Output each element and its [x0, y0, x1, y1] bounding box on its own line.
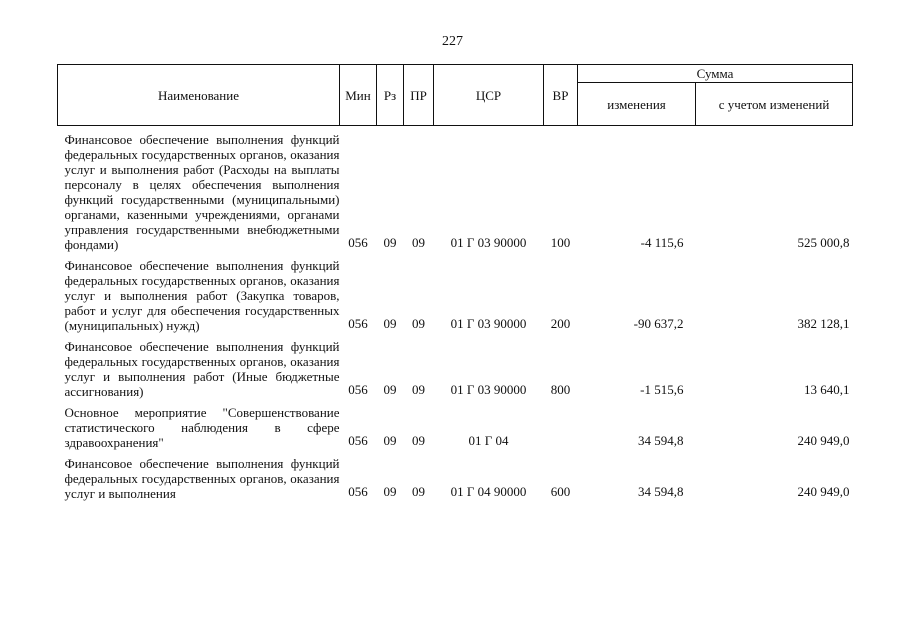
- table-row: [58, 333, 853, 399]
- row-name: Финансовое обеспечение выполнения функций федеральных государственных органов, оказания услуг и выполнения работ (Закупка товаров, работ и услуг для обеспечения государственных (муниципальных) нужд): [64, 258, 340, 333]
- row-rz: 09: [383, 433, 397, 448]
- header-pr: ПР: [404, 65, 434, 126]
- row-csr: 01 Г 04: [468, 433, 509, 448]
- header-csr: ЦСР: [434, 65, 544, 126]
- row-csr: 01 Г 04 90000: [450, 484, 527, 499]
- row-rz: 09: [383, 382, 397, 397]
- row-with-change: 382 128,1: [797, 316, 850, 331]
- row-rz: 09: [383, 235, 397, 250]
- table-row: [58, 252, 853, 333]
- row-vr: 600: [550, 484, 571, 499]
- header-with-change: с учетом изменений: [696, 83, 853, 126]
- page-number: 227: [442, 34, 463, 49]
- row-min: 056: [348, 484, 368, 499]
- row-with-change: 525 000,8: [797, 235, 850, 250]
- row-min: 056: [348, 433, 368, 448]
- row-change: 34 594,8: [638, 433, 684, 448]
- row-change: -90 637,2: [633, 316, 684, 331]
- table-row: [58, 126, 853, 253]
- row-csr: 01 Г 03 90000: [450, 316, 527, 331]
- table-header: [58, 65, 853, 126]
- row-name: Финансовое обеспечение выполнения функций федеральных государственных органов, оказания услуг и выполнения работ (Иные бюджетные ассигнования): [64, 339, 340, 399]
- row-vr: [544, 399, 578, 450]
- header-change: изменения: [578, 83, 696, 126]
- header-sum: Сумма: [578, 65, 853, 83]
- row-vr: 800: [550, 382, 571, 397]
- row-min: 056: [348, 382, 368, 397]
- row-min: 056: [348, 235, 368, 250]
- header-name: Наименование: [58, 65, 340, 126]
- row-with-change: 240 949,0: [797, 433, 850, 448]
- header-vr: ВР: [544, 65, 578, 126]
- row-rz: 09: [383, 316, 397, 331]
- row-vr: 100: [550, 235, 571, 250]
- header-rz: Рз: [377, 65, 404, 126]
- row-change: -1 515,6: [640, 382, 684, 397]
- row-rz: 09: [383, 484, 397, 499]
- row-pr: 09: [412, 235, 425, 250]
- row-name: Финансовое обеспечение выполнения функций федеральных государственных органов, оказания услуг и выполнения: [64, 456, 340, 501]
- row-change: -4 115,6: [640, 235, 684, 250]
- table-row: [58, 450, 853, 501]
- row-csr: 01 Г 03 90000: [450, 235, 527, 250]
- row-pr: 09: [412, 484, 425, 499]
- row-pr: 09: [412, 316, 425, 331]
- table-row: [58, 399, 853, 450]
- row-min: 056: [348, 316, 368, 331]
- budget-table: [57, 64, 853, 501]
- row-with-change: 240 949,0: [797, 484, 850, 499]
- row-pr: 09: [412, 433, 425, 448]
- header-min: Мин: [340, 65, 377, 126]
- row-with-change: 13 640,1: [804, 382, 850, 397]
- row-change: 34 594,8: [638, 484, 684, 499]
- table-body: [58, 126, 853, 502]
- row-name: Финансовое обеспечение выполнения функций федеральных государственных органов, оказания услуг и выполнения работ (Расходы на выплаты персоналу в целях обеспечения выполнения функций государственными (муниципальными) органами, казенными учреждениями, органами управления государственными внебюджетными фондами): [64, 132, 340, 252]
- row-vr: 200: [550, 316, 571, 331]
- row-name: Основное мероприятие "Совершенствование статистического наблюдения в сфере здравоохранения": [64, 405, 340, 450]
- row-csr: 01 Г 03 90000: [450, 382, 527, 397]
- row-pr: 09: [412, 382, 425, 397]
